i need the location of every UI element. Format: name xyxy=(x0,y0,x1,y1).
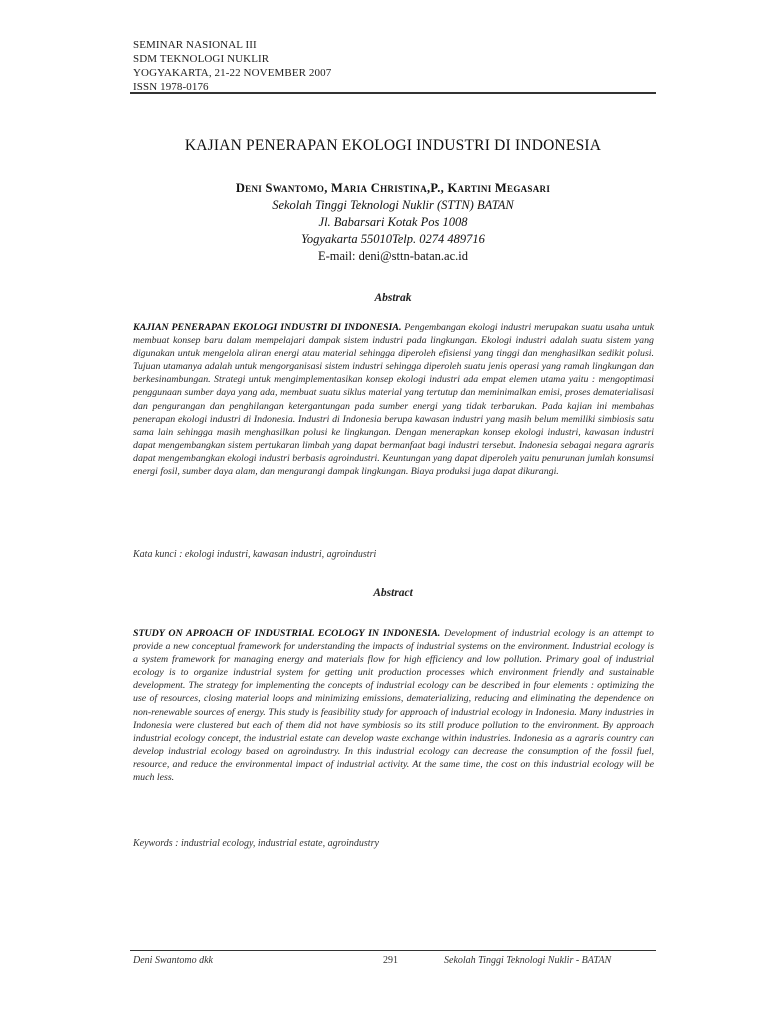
abstract-text: Development of industrial ecology is an attempt to provide a new conceptual framework for understanding the impacts of industrial systems on the environment. Industrial ecology is a system framework for managing energy and materials flow for high efficiency and low pollution. Primary goal of industrial ecology is to organize industrial system for getting unit production processes which environment friendly and sustainable development. The strategy for implementing the concepts of industrial ecology can be described in four elements : optimizing the use of resources, closing material loops and minimizing emissions, dematerializing, reducing and eliminating the dependence on non-renewable sources of energy. This study is feasibility study for approach of industrial ecology in Indonesia. Many industries in Indonesia were clustered but each of them did not have symbiosis so its still produce pollution to the environment. By approach industrial ecology concept, the industrial estate can develop waste exchange within industries. Indonesia as a agraris country can develop industrial ecology based on agroindustry. In this industrial ecology can decrease the consumption of the fossil fuel, resource, and reduce the environmental impact of industrial activity. At the same time, the cost on this industrial ecology will be much less. xyxy=(133,628,654,784)
header-line-2: SDM TEKNOLOGI NUKLIR xyxy=(133,53,270,65)
header-line-3: YOGYAKARTA, 21-22 NOVEMBER 2007 xyxy=(133,67,332,79)
header-issn: ISSN 1978-0176 xyxy=(133,81,209,93)
affiliation-city-phone: Yogyakarta 55010Telp. 0274 489716 xyxy=(301,232,485,246)
header-divider xyxy=(130,92,656,94)
footer-divider xyxy=(130,950,656,951)
abstract-lead: STUDY ON APROACH OF INDUSTRIAL ECOLOGY IN INDONESIA. xyxy=(133,628,441,639)
abstrak-body xyxy=(133,321,654,478)
affiliation-institution: Sekolah Tinggi Teknologi Nuklir (STTN) BATAN xyxy=(272,198,514,212)
author-names: Deni Swantomo, Maria Christina,P., Kartini Megasari xyxy=(235,181,551,195)
footer-page-number: 291 xyxy=(383,955,398,966)
paper-title: KAJIAN PENERAPAN EKOLOGI INDUSTRI DI INDONESIA xyxy=(184,137,602,154)
abstrak-text: Pengembangan ekologi industri merupakan suatu usaha untuk membuat konsep baru dalam mempelajari dampak sistem industri pada lingkungan. Ekologi industri adalah suatu sistem yang digunakan untuk mengelola aliran energi atau material sehingga diperoleh efisiensi yang tinggi dan menghasilkan sedikit polusi. Tujuan utamanya adalah untuk mengorganisasi sistem industri sehingga diperoleh suatu jenis operasi yang ramah lingkungan dan berkesinambungan. Strategi untuk mengimplementasikan konsep ekologi industri ada empat elemen utama yaitu : mengoptimasi penggunaan sumber daya yang ada, membuat suatu siklus material yang tertutup dan meminimalkan emisi, proses dematerialisasi dan pengurangan dan penghilangan ketergantungan pada sumber energi yang tidak terbarukan. Pada kajian ini membahas penerapan ekologi industri di Indonesia. Industri di Indonesia berupa kawasan industri yang masih belum memiliki simbiosis satu sama lain sehingga masih menghasilkan polusi ke lingkungan. Dengan menerapkan konsep ekologi industri, kawasan industri dapat mengembangkan sistem pertukaran limbah yang dapat bermanfaat bagi industri tersebut. Indonesia sebagai negara agraris dapat mengembangkan ekologi industri berbasis agroindustri. Keuntungan yang dapat diperoleh yaitu penurunan jumlah konsumsi energi fosil, sumber daya alam, dan mengurangi dampak lingkungan. Biaya produksi juga dapat dikurangi. xyxy=(133,322,654,478)
author-email: E-mail: deni@sttn-batan.ac.id xyxy=(317,249,468,263)
abstract-body xyxy=(133,627,654,784)
abstrak-heading: Abstrak xyxy=(374,292,412,304)
footer-institution: Sekolah Tinggi Teknologi Nuklir - BATAN xyxy=(444,955,612,966)
footer-author: Deni Swantomo dkk xyxy=(133,955,213,966)
abstrak-lead: KAJIAN PENERAPAN EKOLOGI INDUSTRI DI INDONESIA. xyxy=(133,322,402,333)
affiliation-address: Jl. Babarsari Kotak Pos 1008 xyxy=(318,215,468,229)
abstract-keywords: Keywords : industrial ecology, industrial estate, agroindustry xyxy=(133,838,379,849)
conference-header xyxy=(133,38,331,94)
author-block xyxy=(130,180,656,265)
abstract-heading: Abstract xyxy=(373,587,413,599)
abstrak-keywords: Kata kunci : ekologi industri, kawasan industri, agroindustri xyxy=(133,549,377,560)
header-line-1: SEMINAR NASIONAL III xyxy=(133,39,257,51)
